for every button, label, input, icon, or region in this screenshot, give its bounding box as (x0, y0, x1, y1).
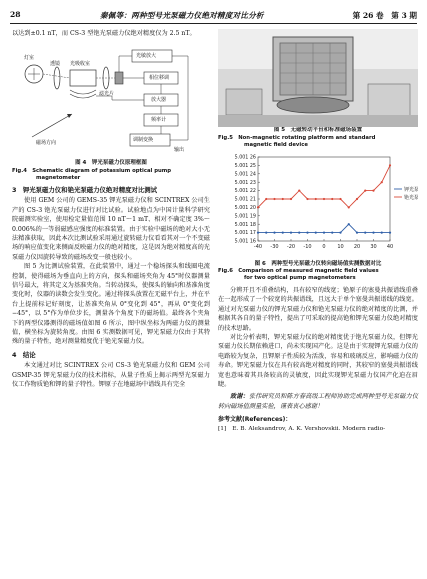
figure-6-caption-cn: 图 6 两种型号光泵磁力仪转向磁场值实测数据对比 (254, 260, 382, 267)
data-point (298, 231, 300, 233)
data-point (331, 231, 333, 233)
y-tick-label: 5.001 19 (234, 213, 256, 219)
data-point (323, 197, 325, 199)
page-number: 28 (10, 10, 21, 19)
label-frequency-meter: 频率计 (151, 117, 167, 124)
running-title: 秦佩等：两种型号光泵磁力仪绝对精度对比分析 (100, 11, 264, 20)
label-filter: 滤光片 (99, 91, 115, 98)
reference-1: [1] E. B. Aleksandrov, A. K. Vershovskii. Modern radio- (218, 425, 386, 432)
data-point (257, 206, 259, 208)
data-point (323, 231, 325, 233)
data-point (331, 197, 333, 199)
data-point (348, 206, 350, 208)
data-point (273, 197, 275, 199)
figure-5-caption-cn: 图 5 无磁转动平台和标准磁场装置 (273, 127, 363, 133)
legend-label: 铯光泵 (404, 194, 418, 201)
data-point (257, 231, 259, 233)
right-paragraph-2: 对比分析表明，钾光泵磁力仪的绝对精度优于铯光泵磁力仪，但钾光泵磁力仪长期依赖进口，尚未实现国产化。这是由于实现钾光泵磁力仪的电路较为复杂，且钾原子性质较为活泼，容易和玻璃反应，影响磁力仪的寿命。钾光泵磁力仪在具有较高绝对精度的同时，其较窄的塞曼共振谱线宽也意味着其具备较高的灵敏度，因此实现钾光泵磁力仪国产化迫在眉睫。 (218, 334, 418, 389)
legend-label: 钾光泵 (404, 186, 418, 193)
figure-6-caption-en-2: for two optical pump magnetometers (244, 275, 356, 281)
series-line (258, 165, 390, 207)
left-column (12, 29, 210, 389)
x-tick-label: -20 (286, 243, 296, 250)
data-point (315, 197, 317, 199)
issue-label: 第 26 卷 第 3 期 (352, 11, 417, 20)
label-absorption-cell: 光吸收室 (70, 61, 91, 68)
figure-6-caption-en-1: Fig.6 Comparison of measured magnetic field values (218, 268, 379, 274)
figure-4-caption-en-2: magnetometer (36, 174, 81, 181)
data-point (339, 197, 341, 199)
label-output: 输出 (174, 147, 185, 154)
data-point (372, 189, 374, 191)
references-heading: 参考文献(References)： (218, 416, 292, 424)
y-tick-label: 5.001 18 (234, 222, 256, 228)
photo-svg (218, 29, 418, 127)
label-amplifier: 光敏放大 (136, 53, 157, 60)
data-point (364, 231, 366, 233)
data-point (348, 223, 350, 225)
y-tick-label: 5.001 26 (234, 155, 256, 161)
section-3-title: 3 钾光泵磁力仪和铯光泵磁力仪绝对精度对比测试 (12, 185, 158, 194)
series-line (258, 224, 390, 232)
x-tick-label: -30 (270, 243, 279, 250)
data-point (282, 197, 284, 199)
data-point (364, 189, 366, 191)
label-phase-shift: 相位移调 (149, 75, 170, 82)
header-rule (10, 23, 417, 24)
data-point (372, 231, 374, 233)
right-column (218, 29, 418, 433)
y-tick-label: 5.001 16 (234, 239, 256, 245)
section-4-paragraph: 本文通过对比 SCINTREX 公司 CS-3 铯光泵磁力仪和 GEM 公司 GSMP-35 钾光泵磁力仪的技术指标，从量子性质上揭示两型光泵磁力仪工作物质铯和钾的量子特性。钾原子在地磁场中谱线具有完全 (12, 362, 210, 389)
y-tick-label: 5.001 22 (234, 188, 256, 194)
data-point (389, 164, 391, 166)
data-point (290, 197, 292, 199)
figure-5-caption-en-1: Fig.5 Non-magnetic rotating platform and standard (218, 134, 376, 141)
y-tick-label: 5.001 23 (234, 180, 256, 186)
data-point (381, 181, 383, 183)
x-tick-label: 0 (322, 243, 326, 250)
chart-svg (218, 149, 418, 261)
x-tick-label: -40 (253, 243, 263, 250)
section-4-title: 4 结论 (12, 350, 36, 359)
data-point (265, 197, 267, 199)
x-tick-label: -10 (303, 243, 312, 250)
data-point (265, 231, 267, 233)
figure-4-caption-en-1: Fig.4 Schematic diagram of potassium optical pump (12, 167, 172, 174)
data-point (356, 231, 358, 233)
label-amplifier-2: 放大器 (151, 97, 167, 104)
label-lens: 透镜 (50, 61, 61, 68)
section-3-paragraph-2: 图 5 为比测试验装置，在此装置中，通过一个稳场探头和线圈电流控制，使得磁场为垂直向上的方向，探头和磁场夹角为 45°时仪器测量信号最大，将其定义为基准夹角。当转动探头，使探头的轴向和基准角度变化时，仪器的读数会发生变化。通过将探头放置在无磁平台上，并在平台上提前标记好刻度，让基准夹角从 0°变化到 45°，再从 0°变化到 −45°，以 5°作为单位步长，测量各个角度下的磁场值。最终各个夹角下的两型仪器测得的磁场值如图 6 所示，图中纵坐标为两磁力仪的测量值，横坐标为旋转角度。由图 6 实测数据可见，钾光泵磁力仪由于其特殊的量子特性，绝对测量精度优于铯光泵磁力仪。 (12, 263, 210, 346)
label-modulation: 调制变换 (133, 137, 154, 144)
x-tick-label: 20 (353, 243, 361, 250)
y-tick-label: 5.001 17 (234, 230, 256, 236)
figure-6-chart (218, 149, 418, 261)
data-point (273, 231, 275, 233)
x-tick-label: 40 (386, 243, 394, 250)
data-point (306, 197, 308, 199)
data-point (298, 189, 300, 191)
intro-text: 以达到±0.1 nT，而 CS-3 型铯光泵磁力仪绝对精度仅为 2.5 nT。 (12, 30, 196, 37)
data-point (389, 231, 391, 233)
figure-5-photo (218, 29, 418, 127)
acknowledgement-label: 致谢： (230, 393, 249, 401)
label-field-direction: 磁场方向 (36, 140, 57, 147)
data-point (306, 231, 308, 233)
acknowledgement-text: 张伟研究员和陈方春高级工程师协助完成两种型号光泵磁力仪转向磁场值测量实验，谨表衷心感谢！ (218, 393, 419, 410)
x-tick-label: 10 (337, 243, 344, 250)
data-point (381, 231, 383, 233)
section-3-paragraph-1: 使用 GEM 公司的 GEMS-35 钾光泵磁力仪和 SCINTREX 公司生产的 CS-3 铯光泵磁力仪进行对比试验。试验地点为中国计量科学研究院磁测实验室，使用检定量值范围 10 nT～1 mT、相对不确定度 3%～0.006%的一等弱磁感应强度的标准装置。由于实验中磁场的绝对大小无法精准获取，因此本次比测试验采用通过旋转磁力仪看看其对一个不变磁场的响应值变化来侧面反映磁力仪的绝对精度，这是因为绝对精度高的光泵磁力仪因旋转导致的磁场改变一般也较小。 (12, 197, 210, 261)
data-point (339, 231, 341, 233)
page-header (10, 9, 417, 23)
data-point (356, 197, 358, 199)
y-tick-label: 5.001 21 (234, 197, 256, 203)
x-tick-label: 30 (370, 243, 377, 250)
figure-4-diagram (12, 42, 210, 160)
data-point (290, 231, 292, 233)
y-tick-label: 5.001 25 (234, 163, 256, 169)
label-lamp: 灯室 (24, 55, 35, 62)
y-tick-label: 5.001 20 (234, 205, 256, 211)
figure-4-caption-cn: 图 4 钾光泵磁力仪原理框图 (75, 160, 147, 167)
data-point (282, 231, 284, 233)
y-tick-label: 5.001 24 (234, 171, 256, 177)
right-paragraph-1: 分辨开且不重叠结构，具有较窄的线宽；铯原子的塞曼共振谱线重叠在一起形成了一个较宽的共振谱线，且远大于单个塞曼共振谱线的线宽。通过对光泵磁力仪的钾光泵磁力仪和铯光泵磁力仪的绝对精度的比测，并根据其各自的量子特性，提出了可采取的提高铯和钾光泵磁力仪绝对精度的技术思路。 (218, 287, 418, 332)
figure-5-caption-en-2: magnetic field device (244, 141, 308, 148)
acknowledgement (218, 392, 418, 411)
data-point (315, 231, 317, 233)
